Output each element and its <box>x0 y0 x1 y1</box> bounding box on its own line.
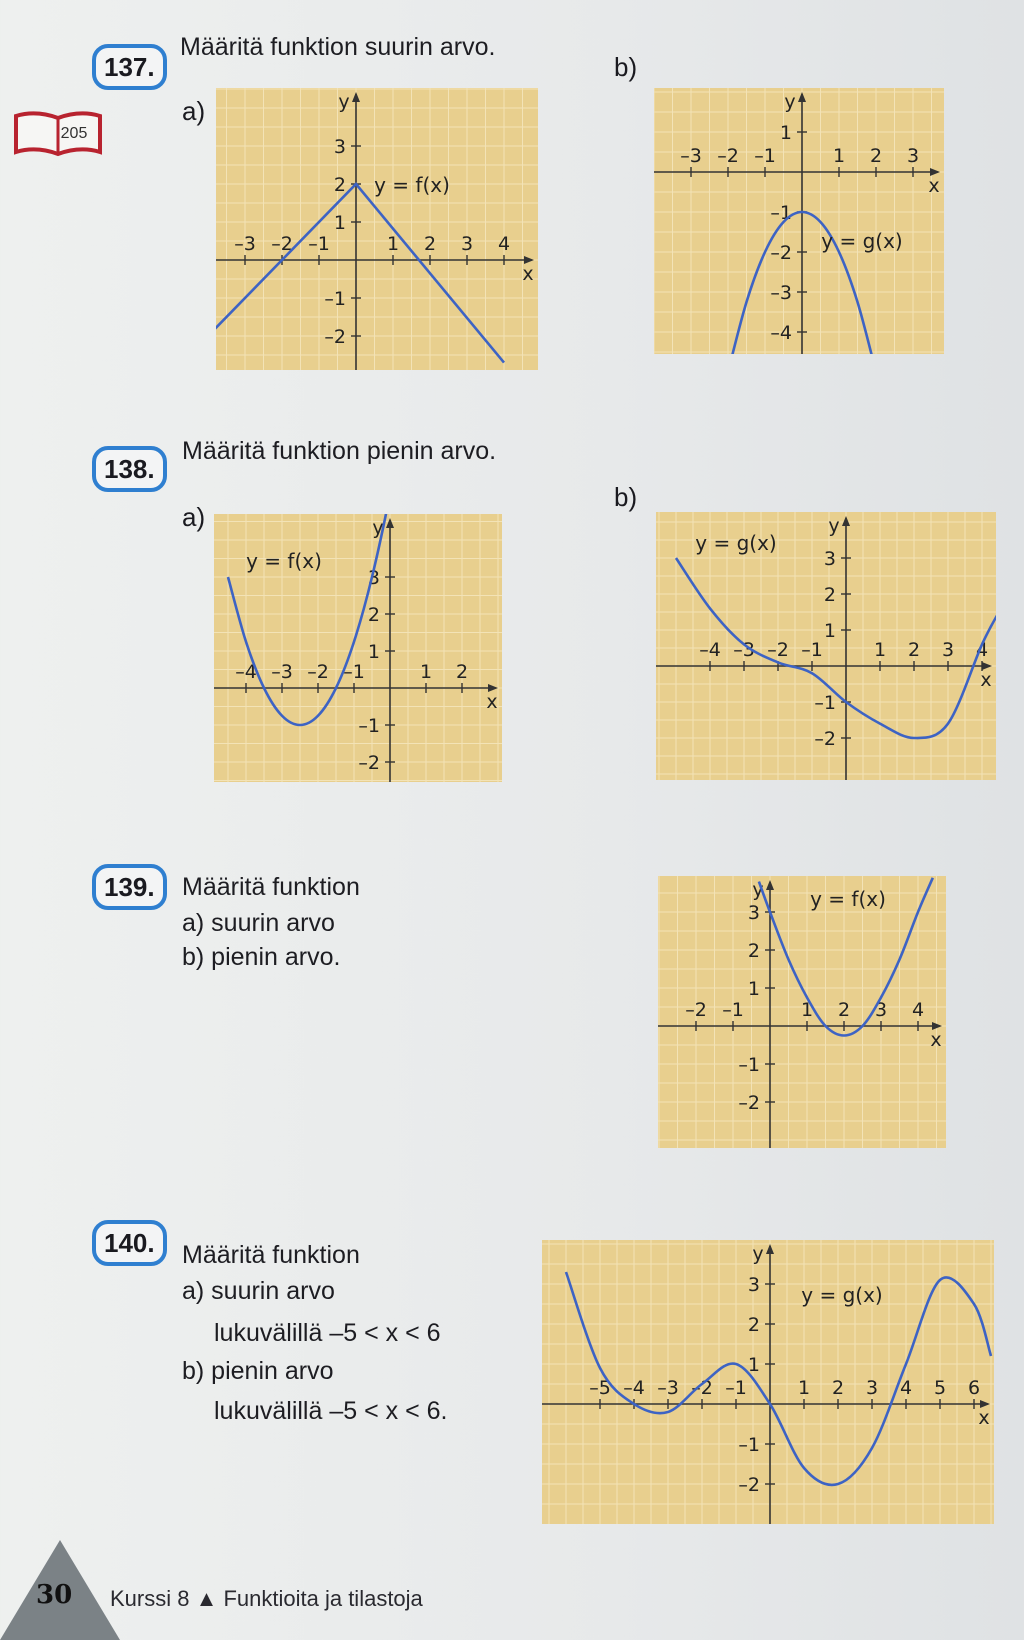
y-tick-label: 2 <box>823 584 836 606</box>
x-tick-label: 2 <box>907 639 921 661</box>
x-tick-label: 1 <box>873 639 887 661</box>
graph-140 <box>542 1240 994 1524</box>
y-tick-label: –3 <box>770 282 792 304</box>
x-tick-label: –2 <box>685 999 707 1021</box>
y-axis-label: y <box>784 91 796 113</box>
x-tick-label: 3 <box>906 145 920 167</box>
x-tick-label: –2 <box>767 639 789 661</box>
y-tick-label: 3 <box>747 1274 760 1296</box>
x-axis-label: x <box>978 1407 990 1429</box>
y-tick-label: –2 <box>358 752 380 774</box>
y-tick-label: 1 <box>747 1354 760 1376</box>
x-tick-label: –1 <box>754 145 776 167</box>
x-tick-label: –3 <box>657 1377 679 1399</box>
graph-canvas <box>214 514 502 782</box>
function-label: y = f(x) <box>246 549 322 573</box>
y-tick-label: 1 <box>333 212 346 234</box>
y-tick-label: –1 <box>738 1054 760 1076</box>
y-tick-label: –4 <box>770 322 792 344</box>
graph-canvas <box>216 88 538 370</box>
task-138-b-label: b) <box>614 482 638 512</box>
task-140-number: 140. <box>92 1220 167 1266</box>
x-tick-label: –2 <box>307 661 329 683</box>
x-tick-label: 4 <box>497 233 511 255</box>
x-tick-label: –1 <box>308 233 330 255</box>
graph-canvas <box>656 512 996 780</box>
x-tick-label: –2 <box>691 1377 713 1399</box>
x-tick-label: 1 <box>832 145 846 167</box>
y-tick-label: –2 <box>738 1474 760 1496</box>
x-axis-label: x <box>930 1029 942 1051</box>
x-tick-label: 3 <box>865 1377 879 1399</box>
x-tick-label: 4 <box>899 1377 913 1399</box>
graph-background <box>654 88 944 354</box>
x-tick-label: 6 <box>967 1377 981 1399</box>
sidebar-ref-number: 205 <box>60 125 88 142</box>
x-tick-label: –5 <box>589 1377 611 1399</box>
function-label: y = g(x) <box>695 531 777 555</box>
x-tick-label: –2 <box>717 145 739 167</box>
x-tick-label: –3 <box>733 639 755 661</box>
graph-137b <box>654 88 944 354</box>
task-140-text: Määritä funktion <box>182 1241 360 1269</box>
y-tick-label: –1 <box>358 715 380 737</box>
y-tick-label: 2 <box>367 604 380 626</box>
function-label: y = g(x) <box>821 229 903 253</box>
x-tick-label: 1 <box>797 1377 811 1399</box>
x-tick-label: 1 <box>419 661 433 683</box>
x-tick-label: –3 <box>680 145 702 167</box>
x-axis-label: x <box>980 669 992 691</box>
task-137-number: 137. <box>92 44 167 90</box>
x-tick-label: 2 <box>831 1377 845 1399</box>
y-axis-label: y <box>752 1243 764 1265</box>
y-axis-label: y <box>338 91 350 113</box>
book-reference-icon <box>12 108 104 165</box>
x-tick-label: 3 <box>460 233 474 255</box>
x-tick-label: 3 <box>941 639 955 661</box>
graph-137a <box>216 88 538 370</box>
graph-canvas <box>658 876 946 1148</box>
task-138-text: Määritä funktion pienin arvo. <box>182 437 497 465</box>
graph-canvas <box>542 1240 994 1524</box>
x-tick-label: –1 <box>801 639 823 661</box>
task-139-text: Määritä funktion <box>182 873 360 901</box>
y-tick-label: 3 <box>333 136 346 158</box>
function-label: y = f(x) <box>374 173 450 197</box>
graph-background <box>216 88 538 370</box>
function-label: y = g(x) <box>801 1283 883 1307</box>
task-139-item-a: a) suurin arvo <box>182 909 335 937</box>
page-number: 30 <box>36 1580 73 1610</box>
y-tick-label: 1 <box>823 620 836 642</box>
y-tick-label: 2 <box>747 940 760 962</box>
y-tick-label: 1 <box>779 122 792 144</box>
task-137-text: Määritä funktion suurin arvo. <box>180 33 496 61</box>
x-axis-label: x <box>928 175 940 197</box>
x-tick-label: 2 <box>837 999 851 1021</box>
x-tick-label: 4 <box>975 639 989 661</box>
y-tick-label: 1 <box>747 978 760 1000</box>
task-139-item-b: b) pienin arvo. <box>182 943 341 971</box>
x-tick-label: –3 <box>271 661 293 683</box>
x-tick-label: 2 <box>455 661 469 683</box>
task-138-number: 138. <box>92 446 167 492</box>
x-tick-label: 3 <box>874 999 888 1021</box>
task-139-number: 139. <box>92 864 167 910</box>
x-axis-label: x <box>522 263 534 285</box>
x-tick-label: 4 <box>911 999 925 1021</box>
x-tick-label: –1 <box>722 999 744 1021</box>
y-tick-label: 2 <box>747 1314 760 1336</box>
task-140-item-a: a) suurin arvo <box>182 1277 335 1305</box>
x-tick-label: –1 <box>343 661 365 683</box>
footer-course-title: Kurssi 8 ▲ Funktioita ja tilastoja <box>110 1586 423 1611</box>
graph-138a <box>214 514 502 782</box>
y-tick-label: 3 <box>823 548 836 570</box>
x-tick-label: 2 <box>869 145 883 167</box>
y-axis-label: y <box>372 517 384 539</box>
y-axis-label: y <box>828 515 840 537</box>
x-tick-label: 2 <box>423 233 437 255</box>
y-tick-label: –1 <box>814 692 836 714</box>
x-tick-label: 1 <box>386 233 400 255</box>
x-tick-label: –4 <box>235 661 257 683</box>
x-tick-label: –4 <box>699 639 721 661</box>
x-tick-label: –2 <box>271 233 293 255</box>
task-140-item-a-range: lukuvälillä –5 < x < 6 <box>214 1319 441 1347</box>
y-tick-label: 2 <box>333 174 346 196</box>
x-tick-label: –3 <box>234 233 256 255</box>
task-137-b-label: b) <box>614 52 638 82</box>
y-tick-label: 3 <box>747 902 760 924</box>
task-138-a-label: a) <box>182 502 206 532</box>
y-axis-label: y <box>752 879 764 901</box>
task-140-item-b: b) pienin arvo <box>182 1357 334 1385</box>
task-140-item-b-range: lukuvälillä –5 < x < 6. <box>214 1397 448 1425</box>
y-tick-label: 3 <box>367 567 380 589</box>
x-tick-label: –1 <box>725 1377 747 1399</box>
graph-138b <box>656 512 996 780</box>
task-137-a-label: a) <box>182 96 206 126</box>
y-tick-label: –2 <box>814 728 836 750</box>
graph-canvas <box>654 88 944 354</box>
x-tick-label: 1 <box>800 999 814 1021</box>
y-tick-label: –2 <box>324 326 346 348</box>
y-tick-label: –2 <box>738 1092 760 1114</box>
y-tick-label: –1 <box>770 202 792 224</box>
y-tick-label: –1 <box>738 1434 760 1456</box>
y-tick-label: 1 <box>367 641 380 663</box>
function-label: y = f(x) <box>810 887 886 911</box>
x-tick-label: 5 <box>933 1377 947 1399</box>
y-tick-label: –2 <box>770 242 792 264</box>
y-tick-label: –1 <box>324 288 346 310</box>
x-axis-label: x <box>486 691 498 713</box>
x-tick-label: –4 <box>623 1377 645 1399</box>
graph-139 <box>658 876 946 1148</box>
